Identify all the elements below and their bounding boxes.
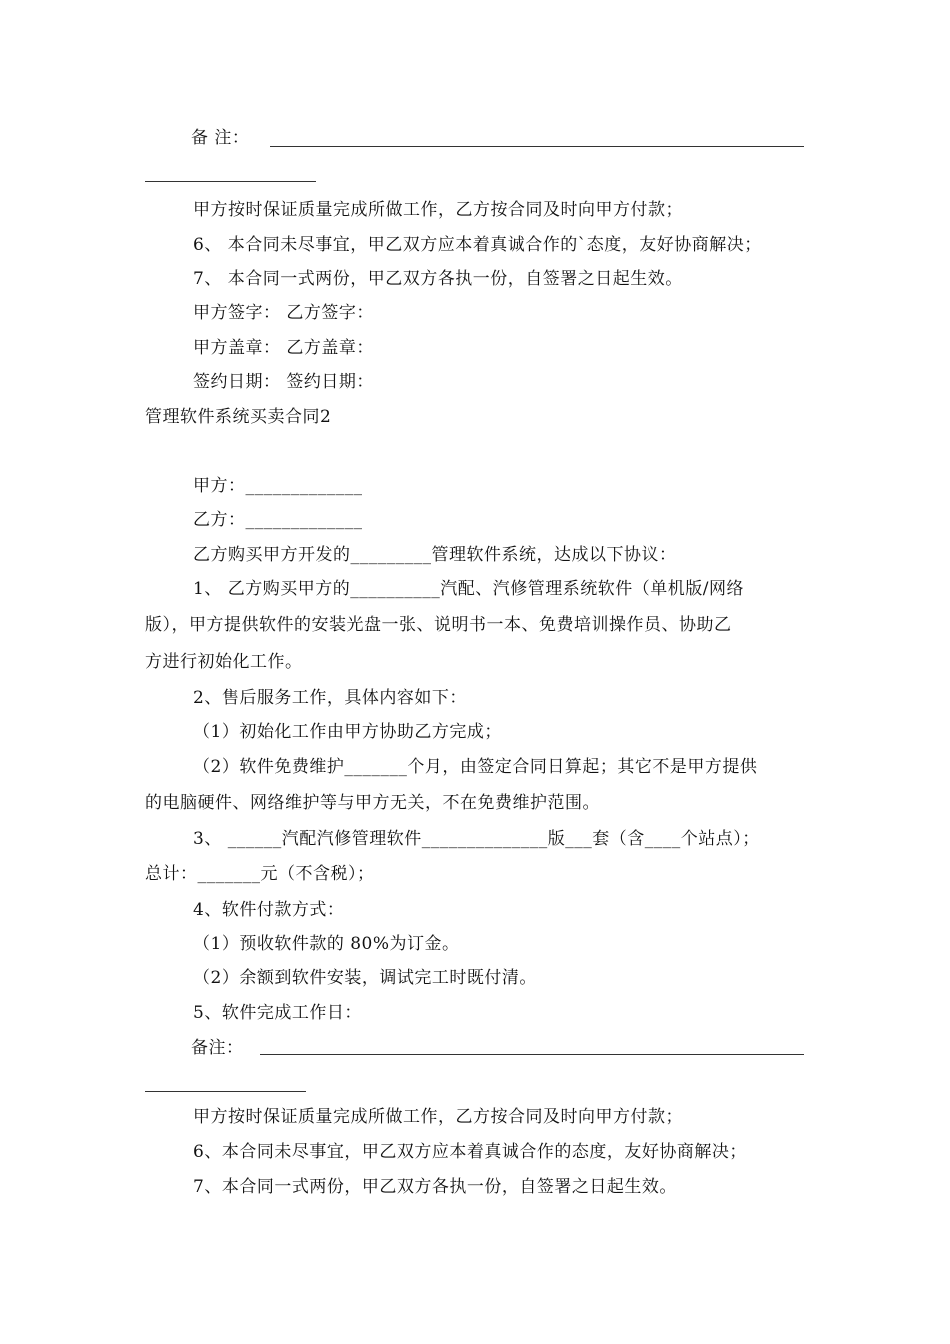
remark-fill-line-2 [260,1054,804,1055]
party-b: 乙方：_____________ [193,510,363,530]
clause-7: 7、 本合同一式两份，甲乙双方各执一份，自签署之日起生效。 [193,269,683,289]
remark-label: 备 注： [191,128,250,148]
clause-6: 6、 本合同未尽事宜，甲乙双方应本着真诚合作的`态度，友好协商解决； [193,235,762,255]
party-a: 甲方：_____________ [193,476,363,496]
item-1-line-3: 方进行初始化工作。 [145,652,303,672]
paragraph-2: 甲方按时保证质量完成所做工作，乙方按合同及时向甲方付款； [193,1107,683,1127]
item-2-sub-2-line-2: 的电脑硬件、网络维护等与甲方无关，不在免费维护范围。 [145,793,600,813]
remark-fill-line-cont [145,181,316,182]
item-2-sub-1: （1）初始化工作由甲方协助乙方完成； [193,722,502,742]
seal-line: 甲方盖章： 乙方盖章： [193,338,374,358]
item-3-line-2: 总计：_______元（不含税）； [145,864,375,884]
item-4-sub-1: （1）预收软件款的 80%为订金。 [193,934,460,954]
item-1-line-1: 1、 乙方购买甲方的__________汽配、汽修管理系统软件（单机版/网络 [193,579,744,599]
item-2: 2、售后服务工作，具体内容如下： [193,688,467,708]
paragraph: 甲方按时保证质量完成所做工作，乙方按合同及时向甲方付款； [193,200,683,220]
item-4: 4、软件付款方式： [193,900,345,920]
agreement-intro: 乙方购买甲方开发的_________管理软件系统，达成以下协议： [193,545,677,565]
contract-title: 管理软件系统买卖合同2 [145,407,332,427]
remark-label-2: 备注： [191,1038,244,1058]
remark-fill-line [270,146,804,147]
signature-line: 甲方签字： 乙方签字： [193,303,374,323]
clause-6-b: 6、本合同未尽事宜，甲乙双方应本着真诚合作的态度，友好协商解决； [193,1142,747,1162]
item-4-sub-2: （2）余额到软件安装，调试完工时既付清。 [193,968,537,988]
item-3-line-1: 3、 ______汽配汽修管理软件______________版___套（含____个站点）； [193,829,760,849]
remark-fill-line-2-cont [145,1091,306,1092]
item-1-line-2: 版），甲方提供软件的安装光盘一张、说明书一本、免费培训操作员、协助乙 [145,615,732,635]
item-2-sub-2-line-1: （2）软件免费维护_______个月，由签定合同日算起；其它不是甲方提供 [193,757,758,777]
item-5: 5、软件完成工作日： [193,1003,362,1023]
clause-7-b: 7、本合同一式两份，甲乙双方各执一份，自签署之日起生效。 [193,1177,677,1197]
sign-date-line: 签约日期： 签约日期： [193,372,374,392]
